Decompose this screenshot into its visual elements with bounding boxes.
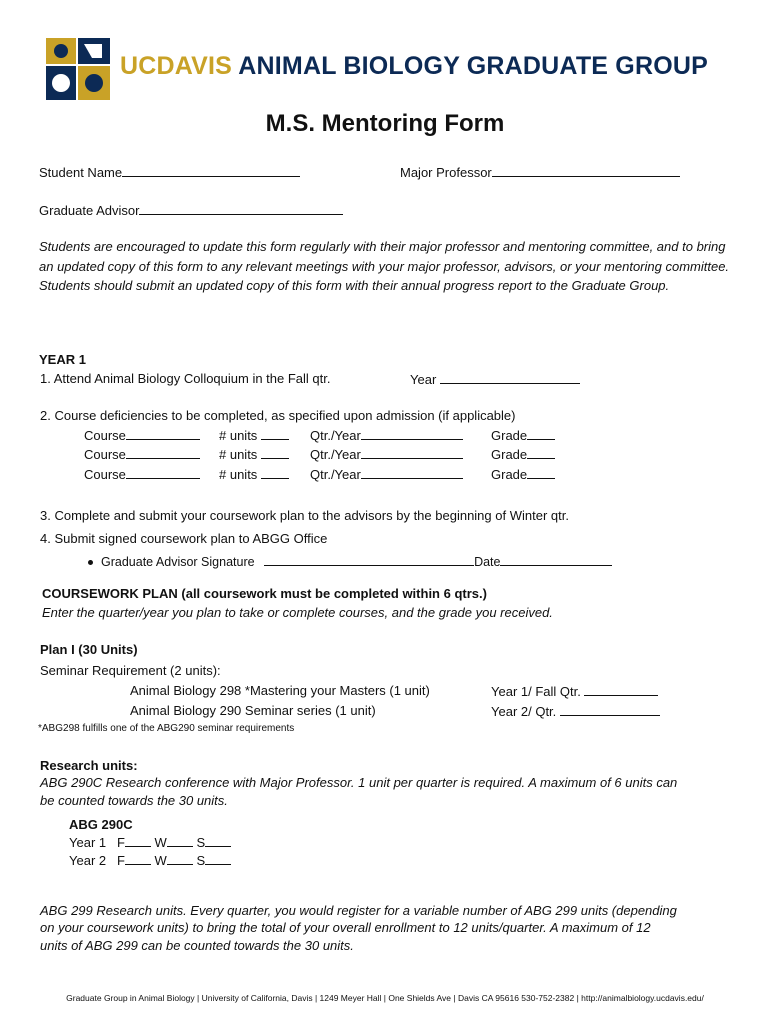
fall-line[interactable]: [125, 852, 151, 865]
units-line[interactable]: [261, 427, 289, 440]
units-label: # units: [219, 428, 258, 443]
year1-item2: 2. Course deficiencies to be completed, as specified upon admission (if applicable): [40, 408, 516, 423]
qtr-line[interactable]: [361, 427, 463, 440]
fall-label: F: [116, 853, 125, 868]
date-label: Date: [474, 555, 501, 569]
course-line[interactable]: [126, 446, 200, 459]
qtr-row-3: [310, 466, 463, 482]
units-line[interactable]: [261, 446, 289, 459]
plan1-note: *ABG298 fulfills one of the ABG290 seminar requirements: [38, 723, 295, 734]
qtr-label: Qtr./Year: [310, 447, 361, 462]
course2-when-line[interactable]: [560, 703, 660, 716]
units-line[interactable]: [261, 466, 289, 479]
ucdavis-seal-icon: [44, 36, 112, 102]
abg299-line1: ABG 299 Research units. Every quarter, you would register for a variable number of ABG 299 units (depending: [40, 903, 677, 918]
grade-row-3: [491, 466, 555, 482]
brand-title: [120, 52, 708, 81]
year1-heading: YEAR 1: [39, 352, 86, 367]
abg290c-year1-row: [69, 834, 231, 850]
qtr-label: Qtr./Year: [310, 467, 361, 482]
page-title: M.S. Mentoring Form: [265, 110, 505, 137]
grade-label: Grade: [491, 447, 528, 462]
plan1-course2-when[interactable]: [491, 703, 660, 719]
grade-label: Grade: [491, 428, 528, 443]
year1-item1: 1. Attend Animal Biology Colloquium in the Fall qtr.: [40, 371, 331, 386]
year-line[interactable]: [440, 371, 580, 384]
course1-when-line[interactable]: [584, 683, 658, 696]
grade-line[interactable]: [527, 427, 555, 440]
course2-when-label: Year 2/ Qtr.: [491, 704, 557, 719]
student-name-label: Student Name: [39, 165, 123, 180]
year1-item3: 3. Complete and submit your coursework plan to the advisors by the beginning of Winter qtr.: [40, 508, 569, 523]
graduate-advisor-line[interactable]: [139, 202, 343, 215]
abg290c-heading: ABG 290C: [69, 817, 133, 832]
seminar-requirement: Seminar Requirement (2 units):: [40, 663, 221, 678]
winter-line[interactable]: [167, 852, 193, 865]
student-name-field[interactable]: [39, 164, 300, 180]
research-heading: Research units:: [40, 758, 138, 773]
spring-line[interactable]: [205, 834, 231, 847]
year1-label: Year 1: [69, 835, 107, 850]
grade-label: Grade: [491, 467, 528, 482]
research-text-line2: be counted towards the 30 units.: [40, 793, 228, 808]
qtr-label: Qtr./Year: [310, 428, 361, 443]
fall-line[interactable]: [125, 834, 151, 847]
spring-label: S: [196, 853, 206, 868]
grade-row-2: [491, 446, 555, 462]
units-row-1: [219, 427, 289, 443]
major-professor-field[interactable]: [400, 164, 680, 180]
course-line[interactable]: [126, 427, 200, 440]
units-label: # units: [219, 467, 258, 482]
qtr-row-2: [310, 446, 463, 462]
year1-item4: 4. Submit signed coursework plan to ABGG Office: [40, 531, 328, 546]
course-label: Course: [84, 467, 126, 482]
winter-label: W: [154, 835, 167, 850]
course-row-2: [84, 446, 200, 462]
winter-line[interactable]: [167, 834, 193, 847]
abg299-line2: on your coursework units) to bring the total of your overall enrollment to 12 units/quarter. A maximum of 12: [40, 920, 651, 935]
page-footer: Graduate Group in Animal Biology | University of California, Davis | 1249 Meyer Hall | One Shields Ave | Davis CA 95616 530-752-2382 | http://animalbiology.ucdavis.edu/: [66, 993, 704, 1003]
abg290c-year2-row: [69, 852, 231, 868]
fall-label: F: [116, 835, 125, 850]
course1-when-label: Year 1/ Fall Qtr.: [491, 684, 581, 699]
year1-item1-year-field[interactable]: [410, 371, 580, 387]
major-professor-line[interactable]: [492, 164, 680, 177]
units-row-3: [219, 466, 289, 482]
year2-label: Year 2: [69, 853, 107, 868]
plan1-course1: Animal Biology 298 *Mastering your Masters (1 unit): [130, 683, 430, 698]
grade-line[interactable]: [527, 466, 555, 479]
spring-line[interactable]: [205, 852, 231, 865]
abg299-line3: units of ABG 299 can be counted towards the 30 units.: [40, 938, 354, 953]
plan1-course2: Animal Biology 290 Seminar series (1 unit): [130, 703, 376, 718]
qtr-line[interactable]: [361, 466, 463, 479]
research-text-line1: ABG 290C Research conference with Major Professor. 1 unit per quarter is required. A maximum of 6 units can: [40, 775, 678, 790]
student-name-line[interactable]: [122, 164, 300, 177]
qtr-row-1: [310, 427, 463, 443]
signature-row: [88, 553, 612, 569]
signature-line[interactable]: [264, 553, 474, 566]
units-row-2: [219, 446, 289, 462]
graduate-advisor-label: Graduate Advisor: [39, 203, 140, 218]
course-line[interactable]: [126, 466, 200, 479]
course-label: Course: [84, 428, 126, 443]
winter-label: W: [154, 853, 167, 868]
spring-label: S: [196, 835, 206, 850]
coursework-subheading: Enter the quarter/year you plan to take or complete courses, and the grade you received.: [42, 605, 553, 620]
course-label: Course: [84, 447, 126, 462]
bullet-icon: [88, 560, 93, 565]
course-row-3: [84, 466, 200, 482]
grade-line[interactable]: [527, 446, 555, 459]
course-row-1: [84, 427, 200, 443]
major-professor-label: Major Professor: [400, 165, 492, 180]
units-label: # units: [219, 447, 258, 462]
grade-row-1: [491, 427, 555, 443]
intro-paragraph: Students are encouraged to update this form regularly with their major professor and mentoring committee, and to bring an updated copy of this form to any relevant meetings with your major professor, advisors, or your mentoring committee. Students should submit an updated copy of this form with their annual progress report to the Graduate Group.: [39, 239, 730, 293]
plan1-course1-when[interactable]: [491, 683, 658, 699]
date-line[interactable]: [500, 553, 612, 566]
qtr-line[interactable]: [361, 446, 463, 459]
year-label: Year: [410, 372, 437, 387]
signature-label: Graduate Advisor Signature: [101, 555, 255, 569]
coursework-heading: COURSEWORK PLAN (all coursework must be completed within 6 qtrs.): [42, 586, 487, 601]
graduate-advisor-field[interactable]: [39, 202, 343, 218]
brand-uc: UCDAVIS: [120, 52, 233, 80]
brand-rest: ANIMAL BIOLOGY GRADUATE GROUP: [232, 52, 708, 80]
plan1-heading: Plan I (30 Units): [40, 642, 138, 657]
